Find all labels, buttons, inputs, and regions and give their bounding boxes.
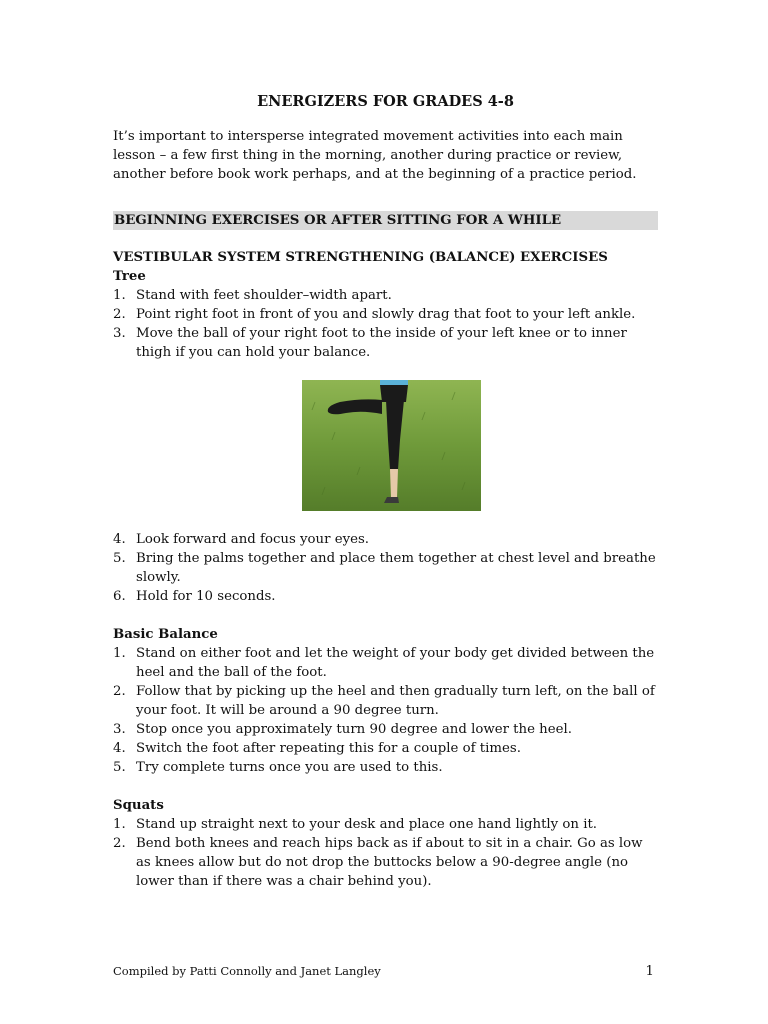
list-item <box>113 815 658 834</box>
list-item-number: 1. <box>113 646 126 661</box>
list-item-text: Bring the palms together and place them together at chest level and breathe slowly. <box>136 551 656 585</box>
document-page <box>113 92 658 891</box>
list-item-text: Bend both knees and reach hips back as if about to sit in a chair. Go as low as knees allow but do not drop the buttocks below a 90-degree angle (no lower than if there was a chair behind you). <box>136 836 643 889</box>
list-item-number: 2. <box>113 307 126 322</box>
list-item <box>113 682 658 720</box>
squats-label: Squats <box>113 798 164 813</box>
list-item <box>113 720 658 739</box>
list-item-text: Look forward and focus your eyes. <box>136 532 369 547</box>
squats-steps <box>113 815 658 891</box>
list-item <box>113 587 658 606</box>
list-item-number: 2. <box>113 836 126 851</box>
list-item-number: 5. <box>113 551 126 566</box>
list-item-number: 1. <box>113 288 126 303</box>
subheading: VESTIBULAR SYSTEM STRENGTHENING (BALANCE) EXERCISES <box>113 250 608 265</box>
tree-section <box>113 267 658 606</box>
squats-section <box>113 796 658 891</box>
list-item-text: Try complete turns once you are used to this. <box>136 760 443 775</box>
list-item <box>113 739 658 758</box>
tree-label: Tree <box>113 269 146 284</box>
list-item <box>113 324 658 362</box>
list-item-number: 6. <box>113 589 126 604</box>
section-heading: BEGINNING EXERCISES OR AFTER SITTING FOR A WHILE <box>113 211 658 230</box>
tree-pose-photo-wrap <box>113 380 658 511</box>
list-item-number: 2. <box>113 684 126 699</box>
list-item <box>113 530 658 549</box>
list-item-text: Follow that by picking up the heel and then gradually turn left, on the ball of your foot. It will be around a 90 degree turn. <box>136 684 655 718</box>
tree-pose-photo <box>302 380 481 511</box>
basic-balance-section <box>113 625 658 777</box>
list-item-number: 1. <box>113 817 126 832</box>
list-item <box>113 758 658 777</box>
list-item-number: 5. <box>113 760 126 775</box>
list-item-number: 3. <box>113 722 126 737</box>
list-item-text: Switch the foot after repeating this for a couple of times. <box>136 741 521 756</box>
footer-credit: Compiled by Patti Connolly and Janet Langley <box>113 964 381 978</box>
intro-paragraph: It’s important to intersperse integrated movement activities into each main lesson – a few first thing in the morning, another during practice or review, another before book work perhaps, and at the beginning of a practice period. <box>113 129 637 182</box>
page-number: 1 <box>645 964 654 979</box>
list-item-text: Stop once you approximately turn 90 degree and lower the heel. <box>136 722 572 737</box>
basic-balance-steps <box>113 644 658 777</box>
list-item <box>113 286 658 305</box>
list-item <box>113 549 658 587</box>
basic-balance-label: Basic Balance <box>113 627 218 642</box>
list-item-number: 4. <box>113 532 126 547</box>
list-item-text: Hold for 10 seconds. <box>136 589 276 604</box>
tree-steps-after <box>113 530 658 606</box>
list-item <box>113 305 658 324</box>
list-item <box>113 644 658 682</box>
list-item <box>113 834 658 891</box>
tree-steps-before <box>113 286 658 362</box>
page-title: ENERGIZERS FOR GRADES 4-8 <box>257 93 514 110</box>
list-item-text: Stand on either foot and let the weight of your body get divided between the heel and the ball of the foot. <box>136 646 655 680</box>
list-item-text: Move the ball of your right foot to the inside of your left knee or to inner thigh if you can hold your balance. <box>136 326 627 360</box>
list-item-text: Stand with feet shoulder–width apart. <box>136 288 392 303</box>
list-item-number: 3. <box>113 326 126 341</box>
list-item-number: 4. <box>113 741 126 756</box>
list-item-text: Point right foot in front of you and slowly drag that foot to your left ankle. <box>136 307 636 322</box>
list-item-text: Stand up straight next to your desk and place one hand lightly on it. <box>136 817 598 832</box>
